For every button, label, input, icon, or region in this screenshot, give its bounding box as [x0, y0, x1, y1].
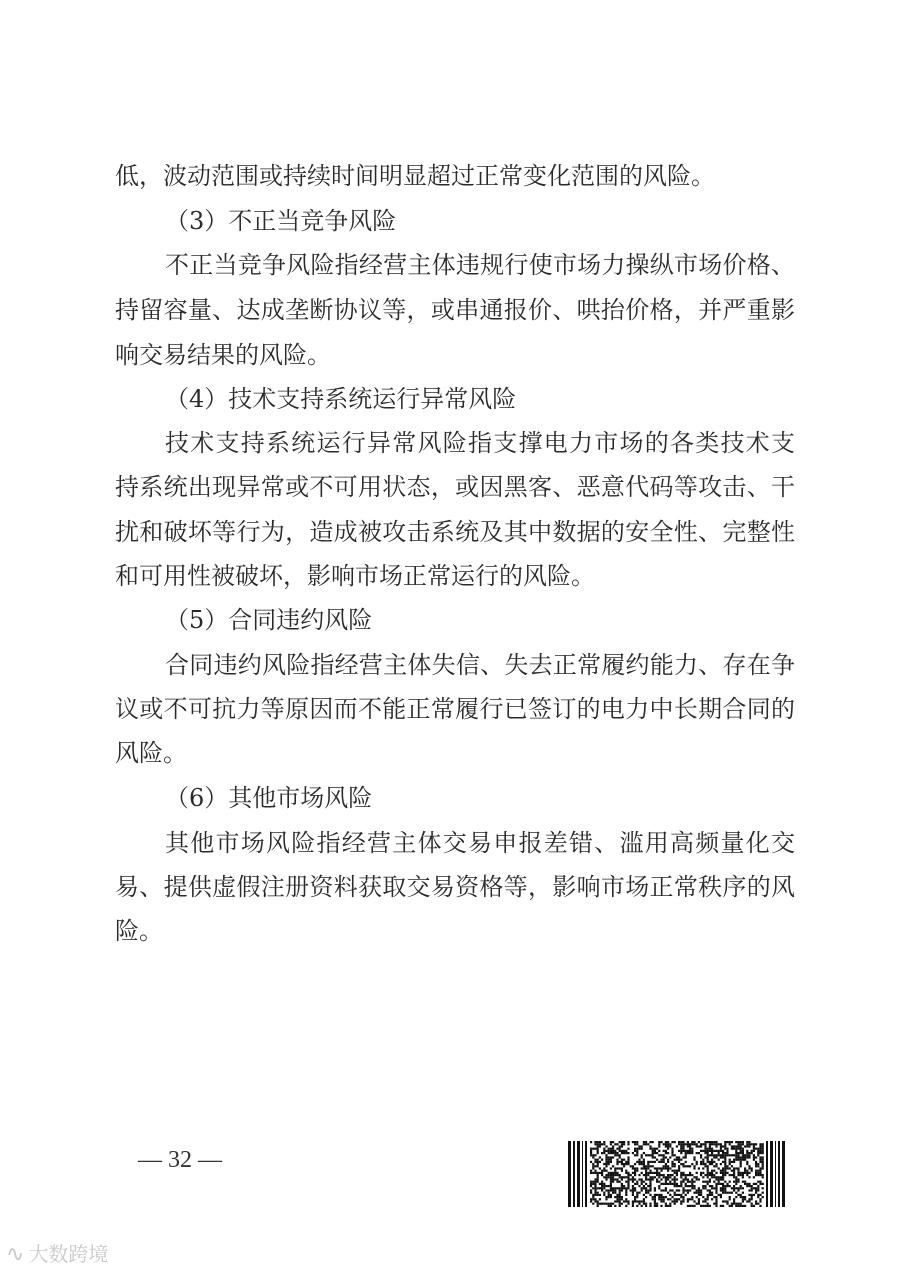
- paragraph-line: 合同违约风险指经营主体失信、失去正常履约能力、存在争: [165, 651, 795, 679]
- paragraph-line: 险。: [115, 917, 163, 945]
- paragraph-line: 低，波动范围或持续时间明显超过正常变化范围的风险。: [115, 162, 715, 190]
- section-heading: （5）合同违约风险: [165, 606, 373, 634]
- paragraph-line: 技术支持系统运行异常风险指支撑电力市场的各类技术支: [165, 429, 795, 457]
- barcode: [568, 1141, 785, 1207]
- watermark-text: 大数跨境: [28, 1242, 109, 1266]
- paragraph-line: 易、提供虚假注册资料获取交易资格等，影响市场正常秩序的风: [115, 873, 795, 901]
- paragraph-line: 不正当竞争风险指经营主体违规行使市场力操纵市场价格、: [165, 251, 795, 279]
- paragraph-line: 响交易结果的风险。: [115, 341, 331, 369]
- paragraph-line: 持系统出现异常或不可用状态，或因黑客、恶意代码等攻击、干: [115, 473, 795, 501]
- section-heading: （6）其他市场风险: [165, 784, 373, 812]
- paragraph-line: 持留容量、达成垄断协议等，或串通报价、哄抬价格，并严重影: [115, 296, 795, 324]
- paragraph-line: 风险。: [115, 739, 187, 767]
- logo-icon: ∿: [6, 1242, 25, 1267]
- section-heading: （4）技术支持系统运行异常风险: [165, 385, 517, 413]
- paragraph-line: 议或不可抗力等原因而不能正常履行已签订的电力中长期合同的: [115, 695, 795, 723]
- paragraph-line: 其他市场风险指经营主体交易申报差错、滥用高频量化交: [165, 829, 795, 857]
- paragraph-line: 扰和破坏等行为，造成被攻击系统及其中数据的安全性、完整性: [115, 518, 795, 546]
- paragraph-line: 和可用性被破坏，影响市场正常运行的风险。: [115, 562, 595, 590]
- section-heading: （3）不正当竞争风险: [165, 207, 397, 235]
- watermark: [6, 1238, 108, 1267]
- page-number: — 32 —: [138, 1147, 222, 1173]
